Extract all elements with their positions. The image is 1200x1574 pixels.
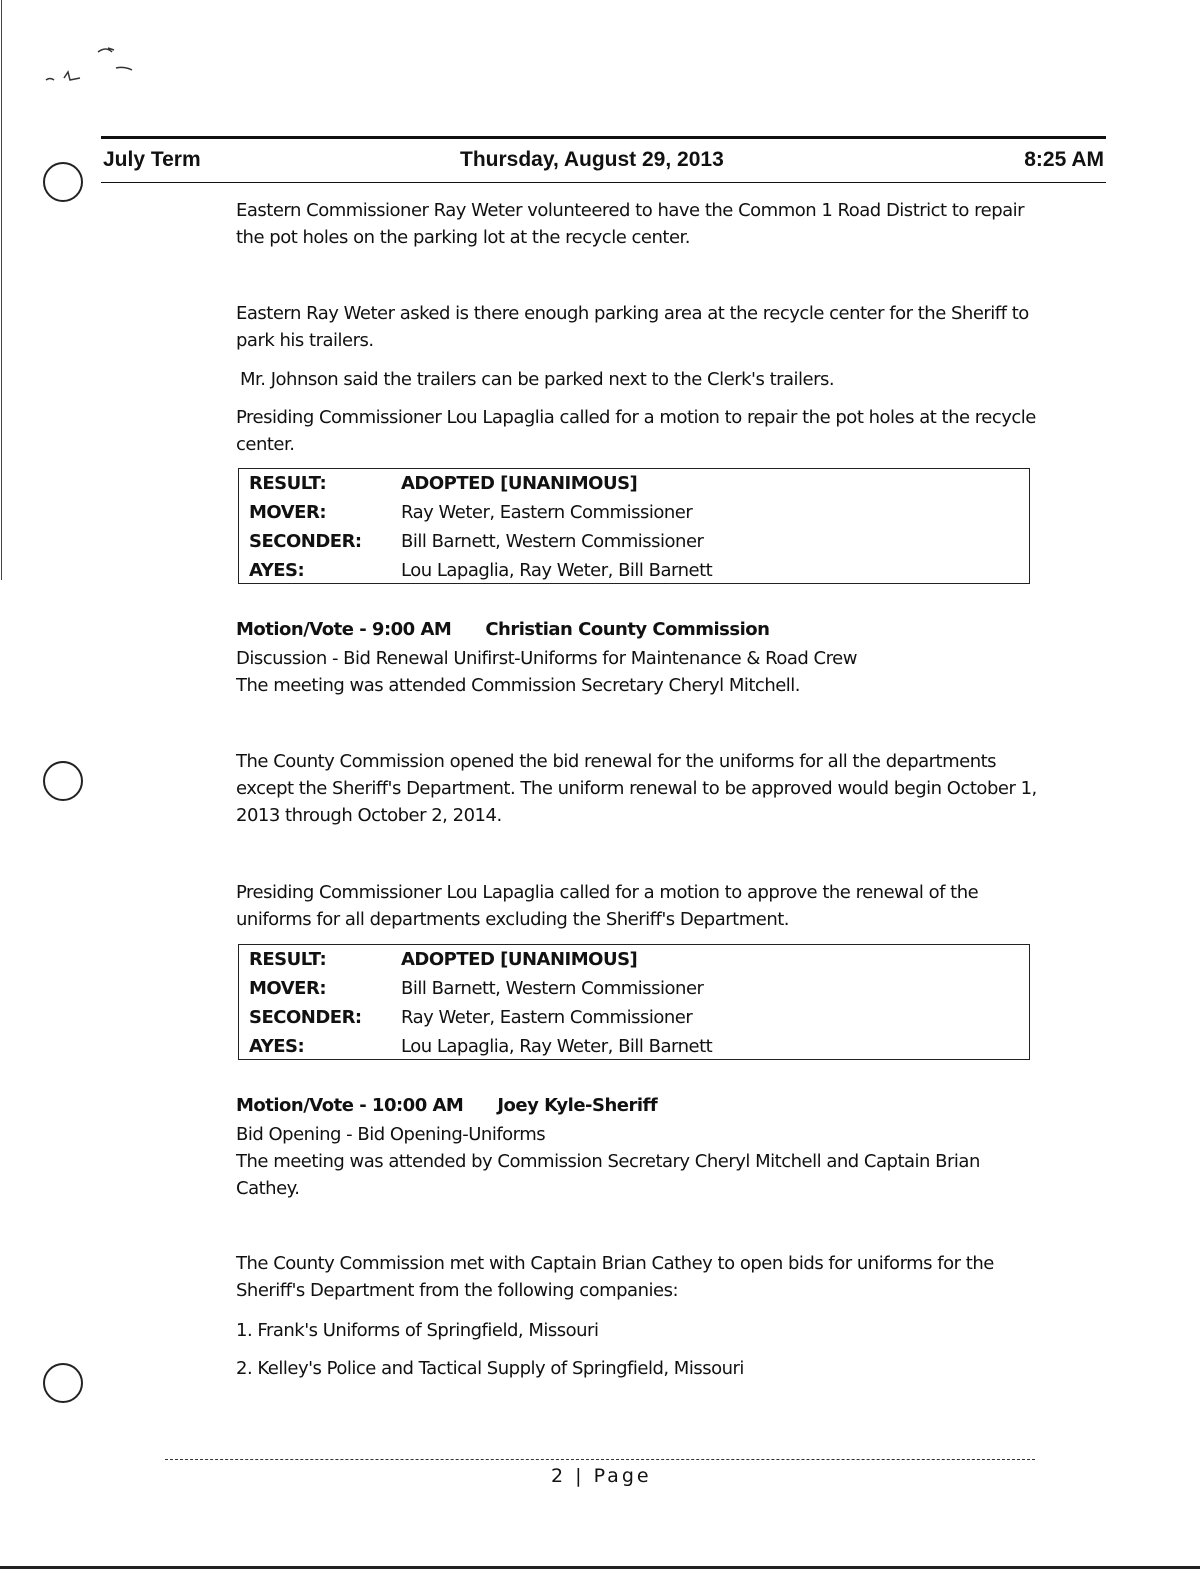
scan-edge-bottom bbox=[0, 1566, 1200, 1569]
list-item: 2. Kelley's Police and Tactical Supply of Springfield, Missouri bbox=[236, 1358, 744, 1379]
paragraph-parking-question: Eastern Ray Weter asked is there enough parking area at the recycle center for the Sheriff to park his trailers. bbox=[236, 303, 1029, 351]
result-value: ADOPTED [UNANIMOUS] bbox=[401, 949, 638, 970]
motion-heading-1 bbox=[236, 619, 769, 640]
result-value: ADOPTED [UNANIMOUS] bbox=[401, 473, 638, 494]
page-number: 2 | Page bbox=[551, 1465, 652, 1487]
motion-discussion-2: Bid Opening - Bid Opening-Uniforms bbox=[236, 1124, 546, 1145]
result-label: RESULT: bbox=[249, 949, 327, 970]
binder-hole-icon bbox=[43, 1363, 83, 1403]
paragraph-bid-opening: The County Commission met with Captain Brian Cathey to open bids for uniforms for the Sheriff's Department from the following companies: bbox=[236, 1253, 994, 1301]
footer-divider bbox=[165, 1459, 1035, 1460]
ayes-label: AYES: bbox=[249, 560, 305, 581]
scan-edge-left bbox=[1, 0, 2, 580]
term-label: July Term bbox=[103, 148, 201, 171]
seconder-value: Ray Weter, Eastern Commissioner bbox=[401, 1007, 693, 1028]
seconder-value: Bill Barnett, Western Commissioner bbox=[401, 531, 704, 552]
motion-body: Joey Kyle-Sheriff bbox=[497, 1095, 658, 1116]
vote-result-box bbox=[238, 944, 1030, 1060]
motion-heading-2 bbox=[236, 1095, 657, 1116]
ayes-value: Lou Lapaglia, Ray Weter, Bill Barnett bbox=[401, 1036, 713, 1057]
motion-discussion-1: Discussion - Bid Renewal Unifirst-Uniforms for Maintenance & Road Crew bbox=[236, 648, 857, 669]
header-bottom-rule bbox=[101, 182, 1106, 183]
mover-label: MOVER: bbox=[249, 502, 327, 523]
meeting-time: 8:25 AM bbox=[1024, 148, 1104, 171]
binder-hole-icon bbox=[43, 162, 83, 202]
binder-hole-icon bbox=[43, 761, 83, 801]
mover-label: MOVER: bbox=[249, 978, 327, 999]
result-label: RESULT: bbox=[249, 473, 327, 494]
seconder-label: SECONDER: bbox=[249, 1007, 362, 1028]
ayes-label: AYES: bbox=[249, 1036, 305, 1057]
mover-value: Bill Barnett, Western Commissioner bbox=[401, 978, 704, 999]
motion-body: Christian County Commission bbox=[485, 619, 770, 640]
paragraph-johnson-reply: Mr. Johnson said the trailers can be parked next to the Clerk's trailers. bbox=[240, 369, 835, 390]
paragraph-bid-renewal: The County Commission opened the bid renewal for the uniforms for all the departments except the Sheriff's Department. The uniform renewal to be approved would begin October 1, 2013 through October 2, 2014. bbox=[236, 751, 1037, 826]
ayes-value: Lou Lapaglia, Ray Weter, Bill Barnett bbox=[401, 560, 713, 581]
paragraph-motion-call-2: Presiding Commissioner Lou Lapaglia called for a motion to approve the renewal of the uniforms for all departments excluding the Sheriff's Department. bbox=[236, 882, 979, 930]
paragraph-motion-call-1: Presiding Commissioner Lou Lapaglia called for a motion to repair the pot holes at the recycle center. bbox=[236, 407, 1036, 455]
vote-result-box bbox=[238, 468, 1030, 584]
meeting-date: Thursday, August 29, 2013 bbox=[460, 148, 724, 171]
handwritten-scribble bbox=[28, 40, 148, 90]
mover-value: Ray Weter, Eastern Commissioner bbox=[401, 502, 693, 523]
motion-time-label: Motion/Vote - 10:00 AM bbox=[236, 1095, 464, 1116]
seconder-label: SECONDER: bbox=[249, 531, 362, 552]
motion-time-label: Motion/Vote - 9:00 AM bbox=[236, 619, 452, 640]
header-top-rule bbox=[101, 136, 1106, 139]
list-item: 1. Frank's Uniforms of Springfield, Missouri bbox=[236, 1320, 599, 1341]
motion-attendance-1: The meeting was attended Commission Secretary Cheryl Mitchell. bbox=[236, 675, 801, 696]
paragraph-pothole-volunteer: Eastern Commissioner Ray Weter volunteered to have the Common 1 Road District to repair the pot holes on the parking lot at the recycle center. bbox=[236, 200, 1025, 248]
motion-attendance-2: The meeting was attended by Commission Secretary Cheryl Mitchell and Captain Brian Cathey. bbox=[236, 1151, 980, 1199]
